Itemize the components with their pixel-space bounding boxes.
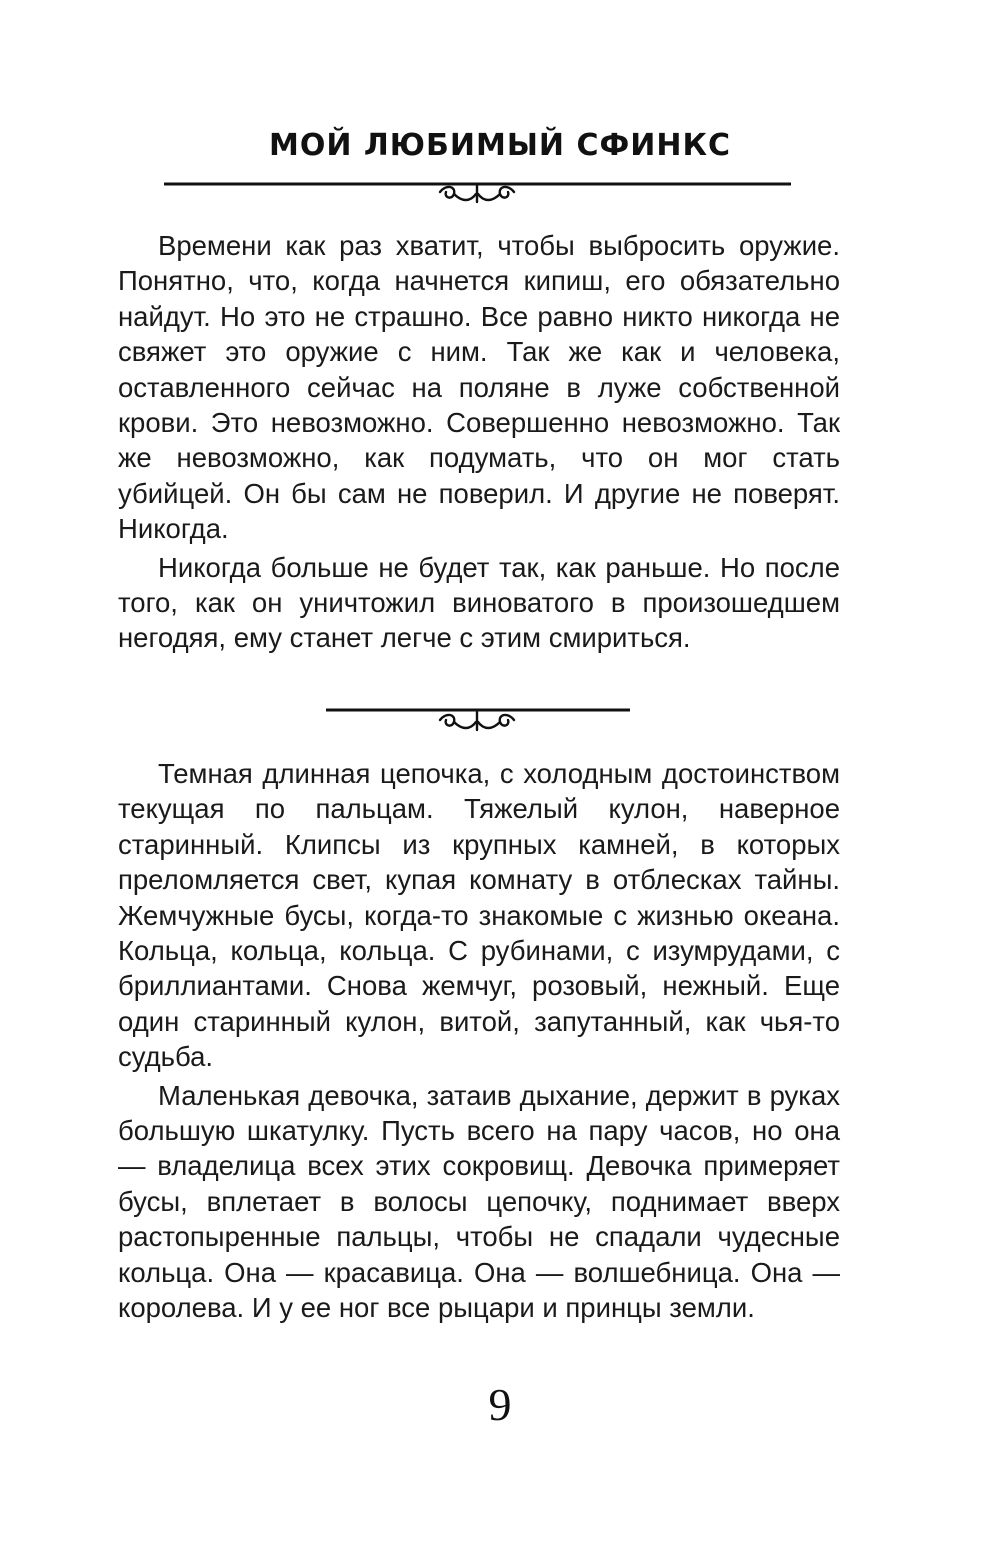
running-head-title: МОЙ ЛЮБИМЫЙ СФИНКС — [268, 128, 732, 163]
section-break-ornament — [322, 700, 634, 740]
text-section-1 — [118, 228, 840, 659]
paragraph: Никогда больше не будет так, как раньше. Но после того, как он уничтожил виноватого в произошедшем негодяя, ему станет легче с этим смириться. — [118, 551, 840, 654]
scroll-ornament-icon — [440, 184, 514, 202]
page-number: 9 — [488, 1379, 512, 1430]
paragraph: Темная длинная цепочка, с холодным достоинством текущая по пальцам. Тяжелый кулон, наверное старинный. Клипсы из крупных камней, в которых преломляется свет, купая комнату в отблесках тайны. Жемчужные бусы, когда-то знакомые с жизнью океана. Кольца, кольца, кольца. С рубинами, с изумрудами, с бриллиантами. Снова жемчуг, розовый, нежный. Еще один старинный кулон, витой, запутанный, как чья-то судьба. — [118, 758, 840, 1073]
scroll-ornament-icon — [440, 712, 514, 730]
paragraph: Времени как раз хватит, чтобы выбросить оружие. Понятно, что, когда начнется кипиш, его обязательно найдут. Но это не страшно. Все равно никто никогда не свяжет это оружие с ним. Так же как и человека, оставленного сейчас на поляне в луже собственной крови. Это невозможно. Совершенно невозможно. Так же невозможно, как подумать, что он мог стать убийцей. Он бы сам не поверил. И другие не поверят. Никогда. — [118, 230, 840, 545]
paragraph: Маленькая девочка, затаив дыхание, держит в руках большую шкатулку. Пусть всего на пару часов, но она — владелица всех этих сокровищ. Девочка примеряет бусы, вплетает в волосы цепочку, поднимает вверх растопыренные пальцы, чтобы не спадали чудесные кольца. Она — красавица. Она — волшебница. Она — королева. И у ее ног все рыцари и принцы земли. — [118, 1079, 840, 1324]
text-section-2 — [118, 756, 840, 1329]
header-ornament-divider — [160, 172, 795, 212]
